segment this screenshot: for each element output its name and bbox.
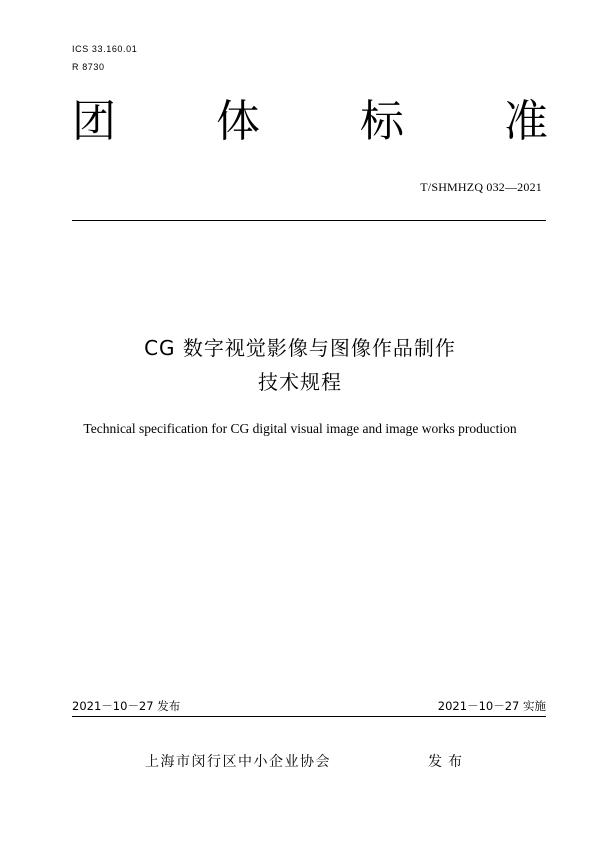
chinese-title-line-1: CG 数字视觉影像与图像作品制作 xyxy=(144,336,456,360)
top-divider xyxy=(72,220,546,221)
implementation-date: 2021－10－27 实施 xyxy=(437,699,546,713)
ccs-code: R 8730 xyxy=(72,62,105,72)
heading-char-1: 团 xyxy=(72,96,116,147)
chinese-title-line-2: 技术规程 xyxy=(258,370,342,394)
ics-code: ICS 33.160.01 xyxy=(72,44,138,54)
publish-date: 2021－10－27 发布 xyxy=(72,699,181,713)
english-title: Technical specification for CG digital visual image and image works production xyxy=(83,421,517,436)
heading-char-3: 标 xyxy=(360,96,404,147)
issue-label: 发布 xyxy=(428,754,468,770)
heading-char-4: 准 xyxy=(504,96,548,147)
group-standard-heading xyxy=(72,92,548,152)
standard-number: T/SHMHZQ 032—2021 xyxy=(420,180,542,194)
bottom-divider xyxy=(72,716,546,717)
heading-char-2: 体 xyxy=(216,96,260,147)
publisher-name: 上海市闵行区中小企业协会 xyxy=(145,754,331,770)
